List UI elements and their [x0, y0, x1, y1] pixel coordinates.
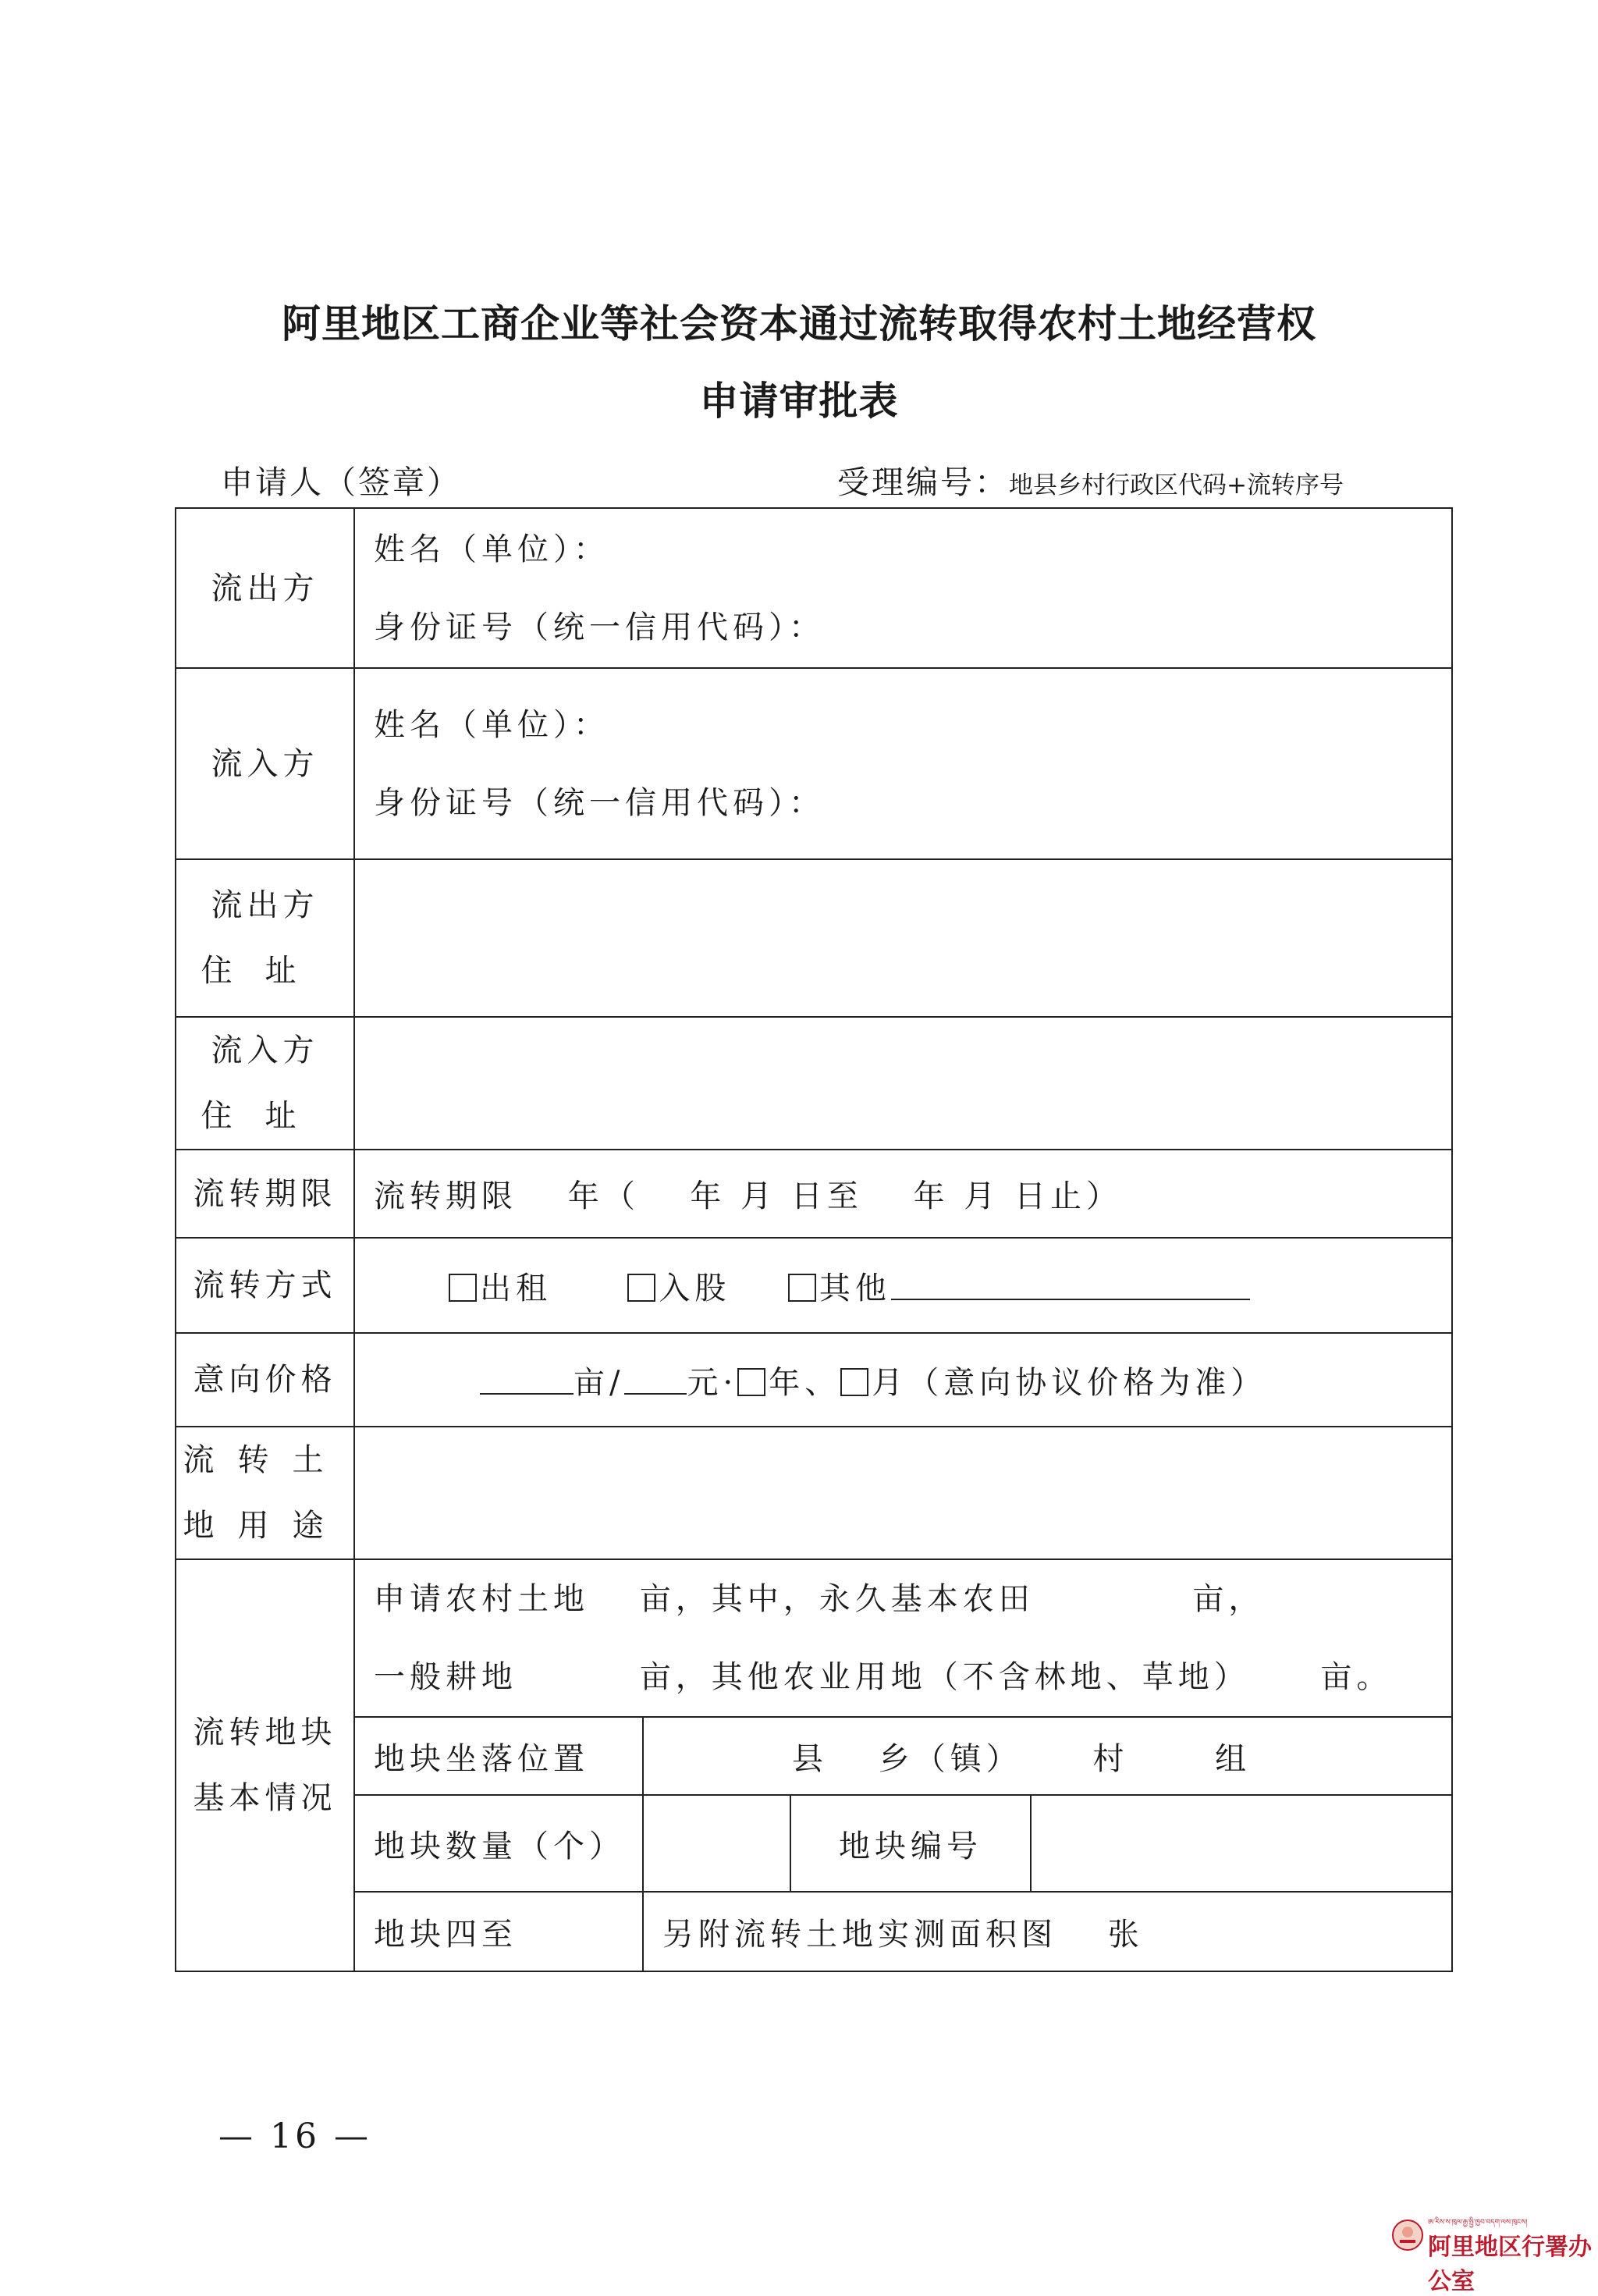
parcel-bounds-field[interactable]: 另附流转土地实测面积图 张: [643, 1892, 1452, 1971]
price-label: 意向价格: [176, 1333, 354, 1427]
document-title: 阿里地区工商企业等社会资本通过流转取得农村土地经营权: [282, 301, 1316, 347]
term-field[interactable]: 流转期限 年（ 年 月 日至 年 月 日止）: [354, 1150, 1452, 1238]
applicant-label: 申请人（签章）: [221, 464, 461, 501]
outflow-address-row: [176, 859, 1452, 1017]
inflow-label: 流入方: [176, 668, 354, 859]
outflow-row: [176, 508, 1452, 668]
document-subtitle: 申请审批表: [699, 379, 899, 424]
parcel-code-field[interactable]: [1031, 1795, 1452, 1892]
outflow-address-label: [176, 859, 354, 1017]
tibetan-script-line: ཨ་རིས་ས་ཁུལ་རྒྱ་སྤྱི་ཁྱབ་བདག་ལས་ཁུངས།: [1428, 2219, 1528, 2227]
price-amount-blank[interactable]: [624, 1363, 687, 1395]
parcel-bounds-label: 地块四至: [354, 1892, 643, 1971]
other-blank-line[interactable]: [891, 1269, 1250, 1300]
accept-number-hint: 地县乡村行政区代码+流转序号: [1009, 471, 1344, 499]
share-option-label: 入股: [659, 1270, 731, 1306]
parcel-location-row: [176, 1717, 1452, 1795]
usage-row: [176, 1427, 1452, 1559]
price-unit-mu: 亩/: [574, 1364, 625, 1401]
parcel-location-field[interactable]: 县 乡（镇） 村 组: [643, 1717, 1452, 1795]
parcel-label-l2: 基本情况: [193, 1780, 337, 1816]
national-emblem-icon: [1390, 2218, 1425, 2252]
price-area-blank[interactable]: [480, 1363, 574, 1395]
lease-option-label: 出租: [480, 1270, 552, 1306]
term-row: [176, 1150, 1452, 1238]
outflow-address-label-l1: 流出方: [211, 887, 319, 923]
method-options: [354, 1238, 1452, 1333]
per-year-checkbox[interactable]: [737, 1368, 765, 1396]
inflow-fields[interactable]: [354, 668, 1452, 859]
price-row: [176, 1333, 1452, 1427]
lease-checkbox[interactable]: [449, 1274, 477, 1302]
per-month-checkbox[interactable]: [840, 1368, 868, 1396]
accept-number: [837, 457, 1344, 503]
inflow-row: [176, 668, 1452, 859]
usage-field[interactable]: [354, 1427, 1452, 1559]
per-month-label: 月（意向协议价格为准）: [872, 1364, 1267, 1401]
inflow-address-field[interactable]: [354, 1017, 1452, 1150]
parcel-summary-line1: 申请农村土地 亩，其中，永久基本农田 亩，: [374, 1581, 1265, 1617]
inflow-id-line: 身份证号（统一信用代码）：: [374, 784, 825, 821]
parcel-label: [176, 1559, 354, 1971]
office-watermark: [1389, 2210, 1598, 2295]
method-row: [176, 1238, 1452, 1333]
outflow-address-field[interactable]: [354, 859, 1452, 1017]
inflow-address-row: [176, 1017, 1452, 1150]
usage-label-l2: 地用途: [183, 1508, 347, 1544]
inflow-address-label: [176, 1017, 354, 1150]
parcel-summary-line2: 一般耕地 亩，其他农业用地（不含林地、草地） 亩。: [374, 1659, 1393, 1695]
price-unit-yuan: 元·: [687, 1364, 738, 1401]
outflow-fields[interactable]: [354, 508, 1452, 668]
outflow-label: 流出方: [176, 508, 354, 668]
page-number: — 16 —: [218, 2117, 371, 2156]
parcel-location-label: 地块坐落位置: [354, 1717, 643, 1795]
application-form-table: [175, 507, 1453, 1972]
parcel-summary-field[interactable]: [354, 1559, 1452, 1717]
outflow-name-line: 姓名（单位）：: [374, 531, 609, 567]
per-year-label: 年、: [769, 1364, 841, 1401]
parcel-code-label: 地块编号: [790, 1795, 1031, 1892]
share-checkbox[interactable]: [627, 1274, 655, 1302]
inflow-address-label-l2: 住址: [201, 1098, 329, 1134]
method-label: 流转方式: [176, 1238, 354, 1333]
parcel-summary-row: [176, 1559, 1452, 1717]
usage-label: [176, 1427, 354, 1559]
office-name: 阿里地区行署办公室: [1428, 2234, 1592, 2295]
outflow-id-line: 身份证号（统一信用代码）：: [374, 609, 825, 645]
parcel-count-field[interactable]: [643, 1795, 790, 1892]
other-checkbox[interactable]: [788, 1274, 816, 1302]
parcel-bounds-row: [176, 1892, 1452, 1971]
outflow-address-label-l2: 住址: [201, 953, 329, 989]
term-label: 流转期限: [176, 1150, 354, 1238]
price-field: [354, 1333, 1452, 1427]
accept-number-label: 受理编号：: [837, 464, 1009, 501]
inflow-name-line: 姓名（单位）：: [374, 706, 609, 743]
parcel-label-l1: 流转地块: [193, 1715, 337, 1750]
usage-label-l1: 流转土: [183, 1442, 347, 1478]
inflow-address-label-l1: 流入方: [211, 1032, 319, 1068]
parcel-count-label: 地块数量（个）: [354, 1795, 643, 1892]
parcel-count-row: [176, 1795, 1452, 1892]
other-option-label: 其他: [819, 1270, 891, 1306]
